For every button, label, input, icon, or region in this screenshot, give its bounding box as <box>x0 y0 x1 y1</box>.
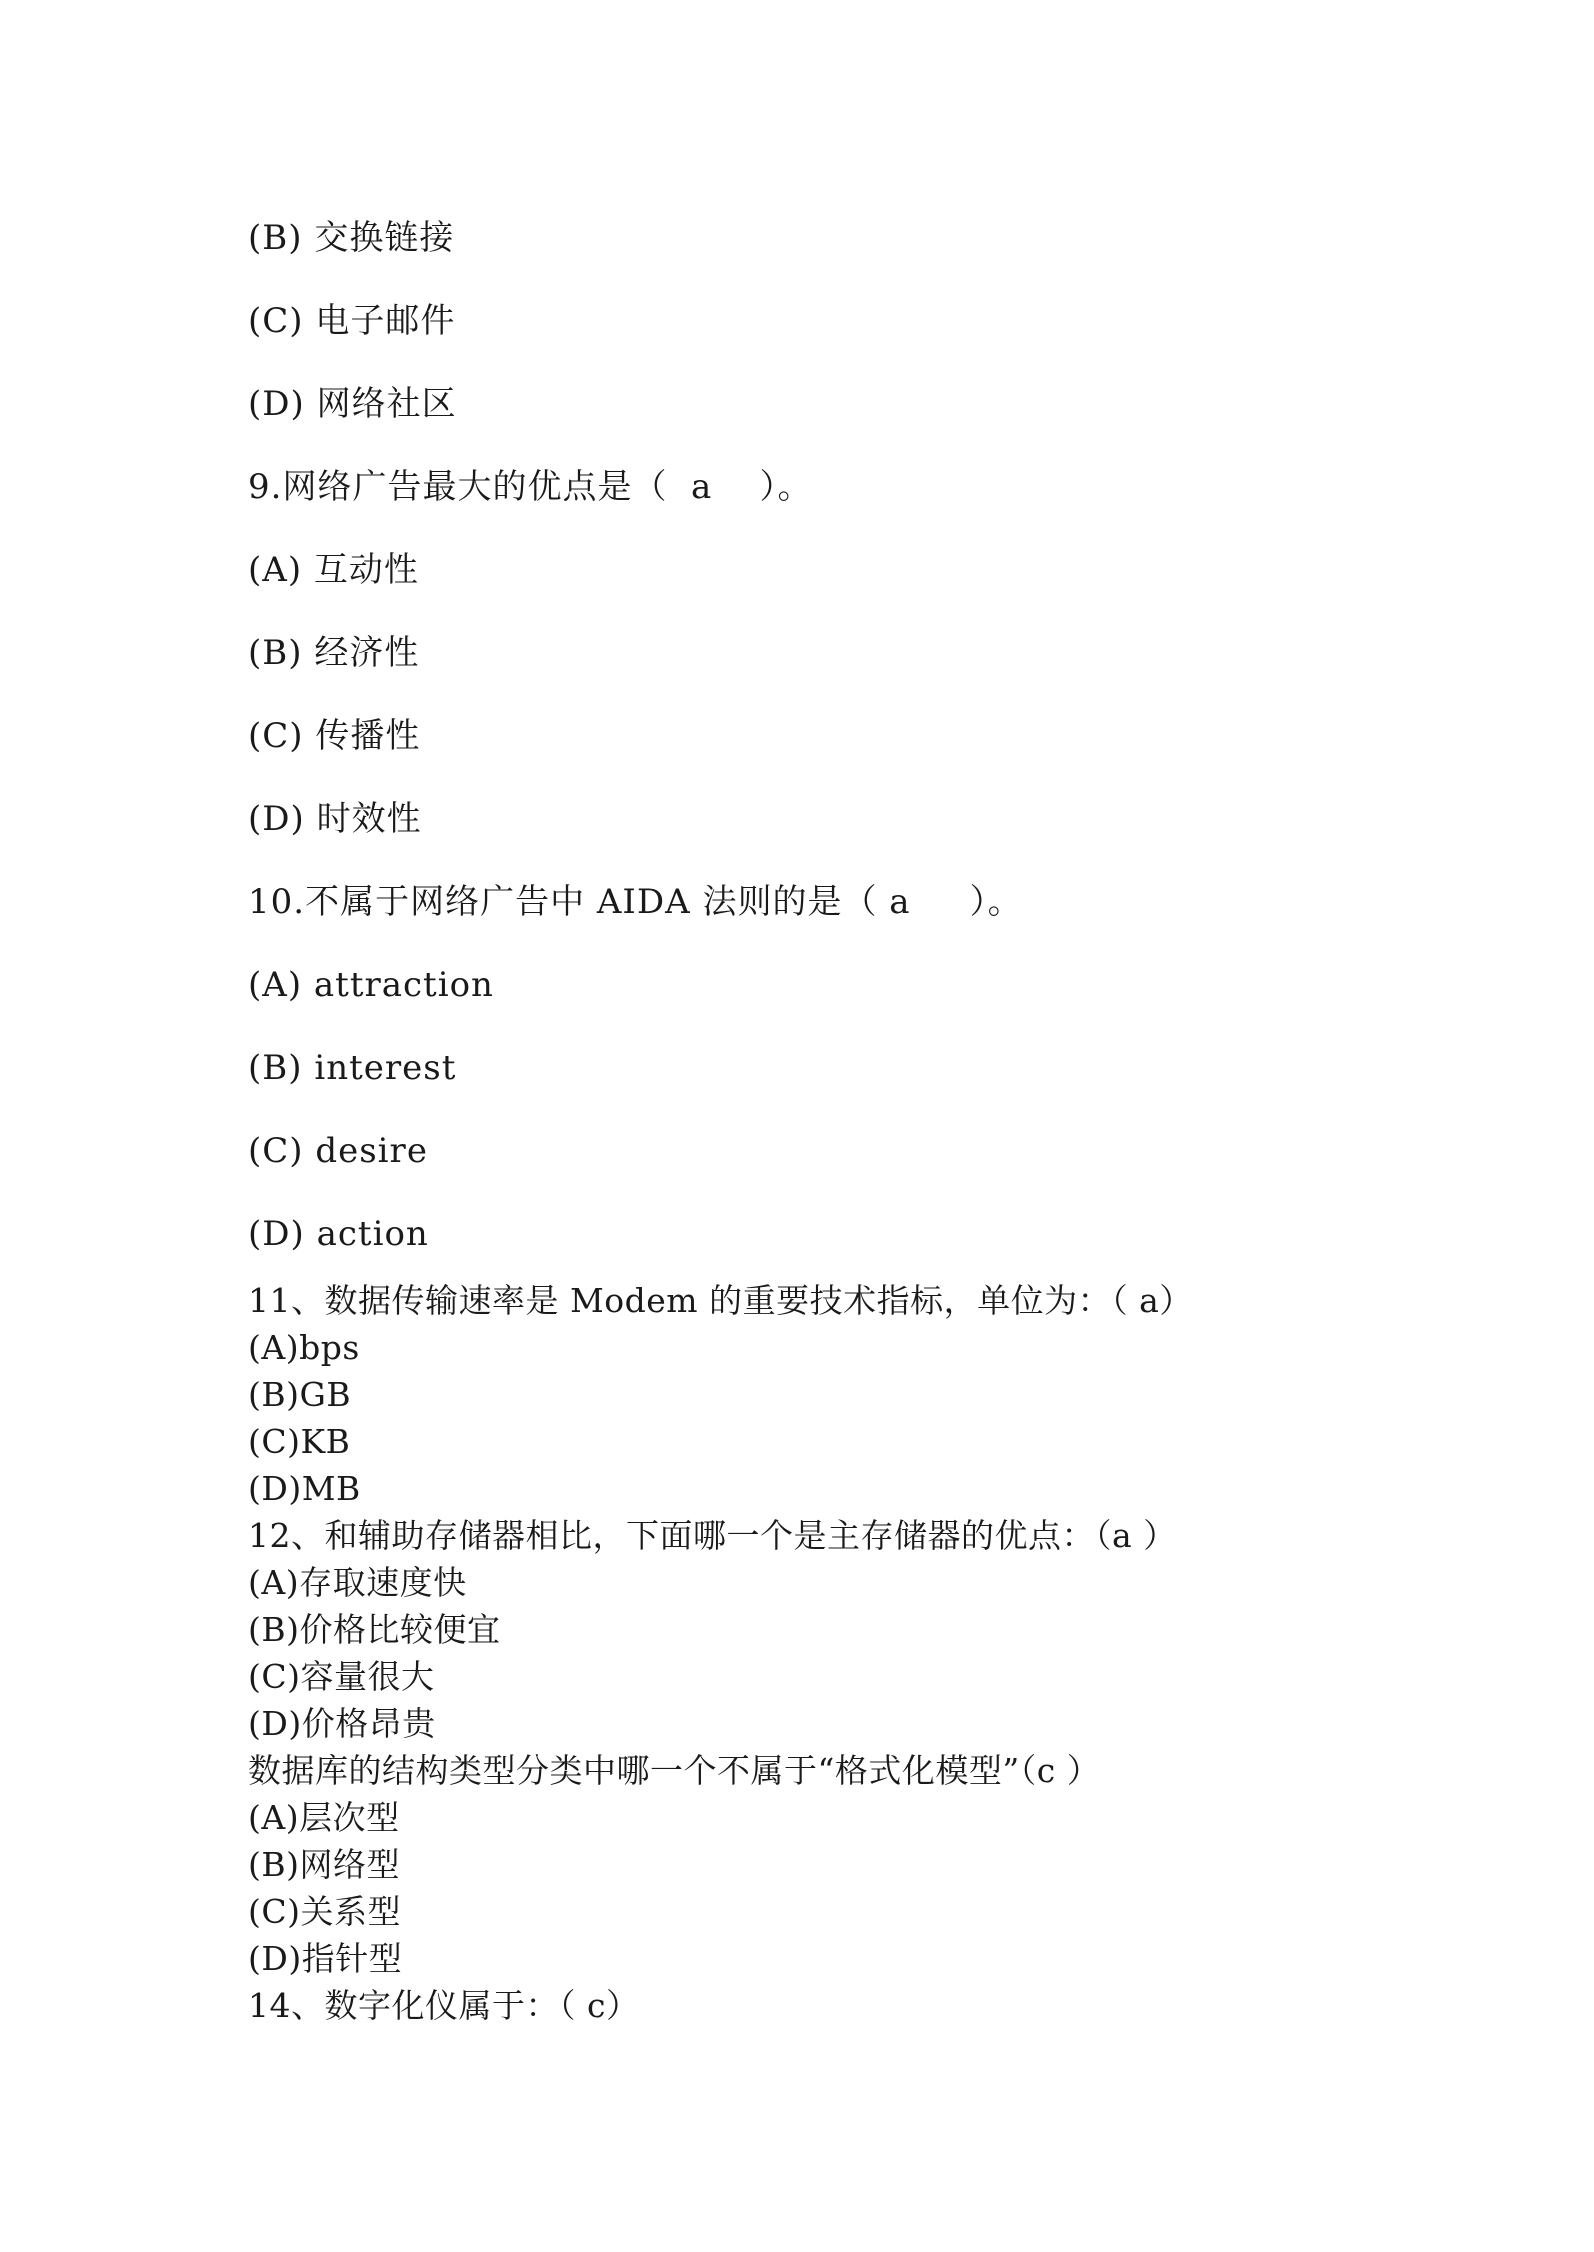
option-line: (D)指针型 <box>248 1939 403 1978</box>
question-line: 9.网络广告最大的优点是（ a ）。 <box>248 467 813 507</box>
option-line: (B)价格比较便宜 <box>248 1610 501 1649</box>
option-line: (A) 互动性 <box>248 550 419 590</box>
option-line: (A)存取速度快 <box>248 1563 467 1602</box>
option-line: (B) 经济性 <box>248 633 420 673</box>
question-line: 14、数字化仪属于：（ c） <box>248 1986 640 2025</box>
option-line: (D)价格昂贵 <box>248 1704 436 1743</box>
option-line: (B)网络型 <box>248 1845 400 1884</box>
question-line: 10.不属于网络广告中 AIDA 法则的是（ a ）。 <box>248 882 1023 922</box>
option-line: (C)KB <box>248 1422 351 1461</box>
option-line: (C) 传播性 <box>248 716 421 756</box>
option-line: (C) 电子邮件 <box>248 301 456 341</box>
option-line: (C) desire <box>248 1131 428 1171</box>
question-line: 数据库的结构类型分类中哪一个不属于“格式化模型”（c ） <box>248 1751 1101 1790</box>
option-line: (D) 时效性 <box>248 799 422 839</box>
question-line: 12、和辅助存储器相比，下面哪一个是主存储器的优点：（a ） <box>248 1516 1177 1555</box>
option-line: (D) action <box>248 1214 429 1254</box>
question-line: 11、数据传输速率是 Modem 的重要技术指标，单位为：（ a） <box>248 1281 1193 1320</box>
option-line: (A)bps <box>248 1328 360 1367</box>
option-line: (B)GB <box>248 1375 352 1414</box>
option-line: (C)关系型 <box>248 1892 401 1931</box>
option-line: (D)MB <box>248 1469 361 1508</box>
option-line: (A) attraction <box>248 965 494 1005</box>
option-line: (A)层次型 <box>248 1798 400 1837</box>
option-line: (B) interest <box>248 1048 457 1088</box>
option-line: (D) 网络社区 <box>248 384 457 424</box>
option-line: (C)容量很大 <box>248 1657 435 1696</box>
option-line: (B) 交换链接 <box>248 218 455 258</box>
